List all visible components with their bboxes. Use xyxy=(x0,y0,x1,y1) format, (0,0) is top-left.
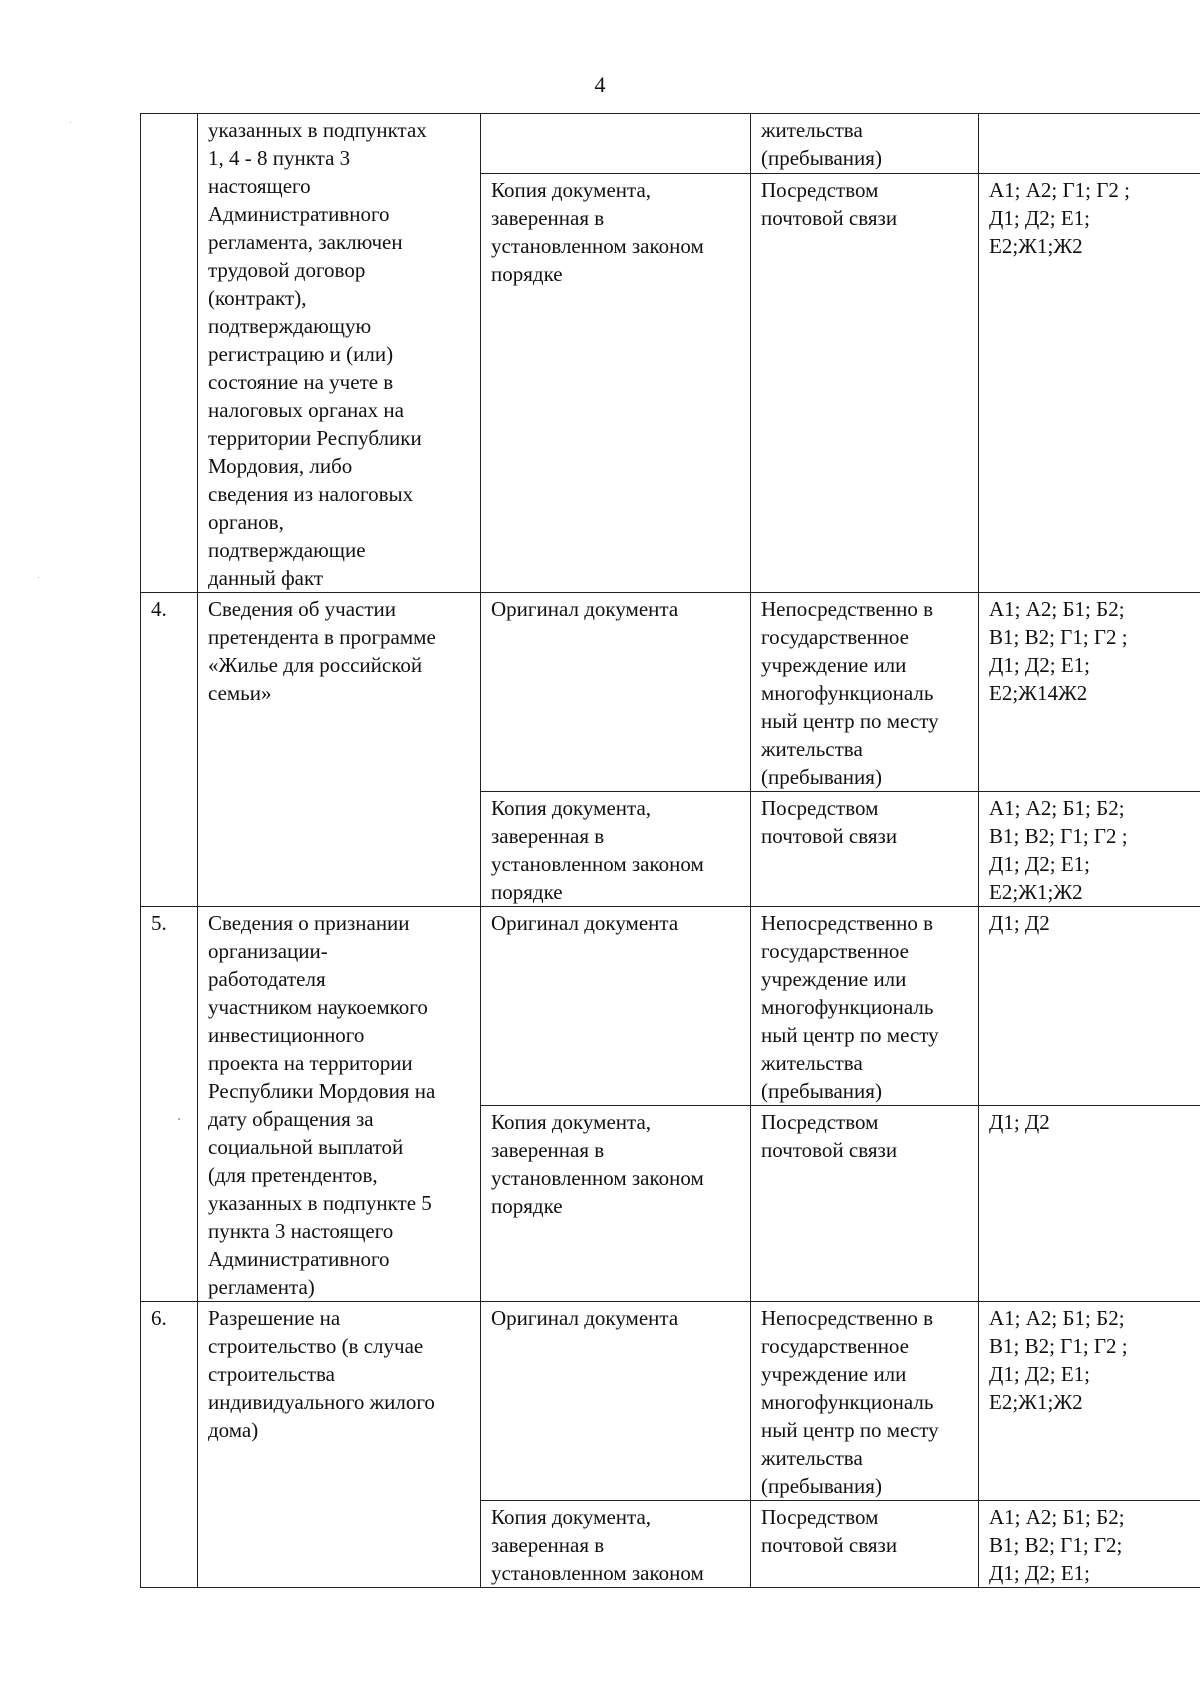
document-form: Копия документа, заверенная в установленном законом порядке xyxy=(481,174,751,593)
table-row xyxy=(141,1302,1200,1501)
document-form: Оригинал документа xyxy=(481,907,751,1106)
applicant-codes: Д1; Д2 xyxy=(979,907,1200,1106)
table-row xyxy=(141,907,1200,1106)
submission-method: Посредством почтовой связи xyxy=(751,174,979,593)
page-number: 4 xyxy=(594,72,606,97)
submission-method: Непосредственно в государственное учреждение или многофункциональ ный центр по месту жительства (пребывания) xyxy=(751,1302,979,1501)
applicant-codes: А1; А2; Б1; Б2; В1; В2; Г1; Г2 ; Д1; Д2; Е1; Е2;Ж1;Ж2 xyxy=(979,792,1200,907)
row-number xyxy=(141,114,198,593)
document-form: Оригинал документа xyxy=(481,593,751,792)
submission-method: жительства (пребывания) xyxy=(751,114,979,174)
submission-method: Непосредственно в государственное учреждение или многофункциональ ный центр по месту жительства (пребывания) xyxy=(751,907,979,1106)
submission-method: Непосредственно в государственное учреждение или многофункциональ ный центр по месту жительства (пребывания) xyxy=(751,593,979,792)
scan-speck xyxy=(178,1118,180,1120)
table-row xyxy=(141,114,1200,174)
row-number: 5. xyxy=(141,907,198,1302)
applicant-codes: А1; А2; Б1; Б2; В1; В2; Г1; Г2 ; Д1; Д2; Е1; Е2;Ж14Ж2 xyxy=(979,593,1200,792)
row-number: 4. xyxy=(141,593,198,907)
document-form xyxy=(481,114,751,174)
scan-speck xyxy=(70,122,71,123)
document-description: Сведения об участии претендента в программе «Жилье для российской семьи» xyxy=(198,593,481,907)
applicant-codes: А1; А2; Б1; Б2; В1; В2; Г1; Г2 ; Д1; Д2; Е1; Е2;Ж1;Ж2 xyxy=(979,1302,1200,1501)
document-form: Копия документа, заверенная в установленном законом xyxy=(481,1501,751,1588)
scan-speck xyxy=(38,577,39,578)
documents-table xyxy=(140,113,1200,1588)
document-form: Оригинал документа xyxy=(481,1302,751,1501)
row-number: 6. xyxy=(141,1302,198,1588)
table-row xyxy=(141,593,1200,792)
submission-method: Посредством почтовой связи xyxy=(751,792,979,907)
document-form: Копия документа, заверенная в установленном законом порядке xyxy=(481,1106,751,1302)
applicant-codes: А1; А2; Б1; Б2; В1; В2; Г1; Г2; Д1; Д2; Е1; xyxy=(979,1501,1200,1588)
document-description: Разрешение на строительство (в случае строительства индивидуального жилого дома) xyxy=(198,1302,481,1588)
document-form: Копия документа, заверенная в установленном законом порядке xyxy=(481,792,751,907)
applicant-codes xyxy=(979,114,1200,174)
applicant-codes: А1; А2; Г1; Г2 ; Д1; Д2; Е1; Е2;Ж1;Ж2 xyxy=(979,174,1200,593)
document-description: указанных в подпунктах 1, 4 - 8 пункта 3 настоящего Административного регламента, заключен трудовой договор (контракт), подтверждающую регистрацию и (или) состояние на учете в налоговых органах на территории Республики Мордовия, либо сведения из налоговых органов, подтверждающие данный факт xyxy=(198,114,481,593)
submission-method: Посредством почтовой связи xyxy=(751,1106,979,1302)
submission-method: Посредством почтовой связи xyxy=(751,1501,979,1588)
applicant-codes: Д1; Д2 xyxy=(979,1106,1200,1302)
document-description: Сведения о признании организации- работодателя участником наукоемкого инвестиционного проекта на территории Республики Мордовия на дату обращения за социальной выплатой (для претендентов, указанных в подпункте 5 пункта 3 настоящего Административного регламента) xyxy=(198,907,481,1302)
